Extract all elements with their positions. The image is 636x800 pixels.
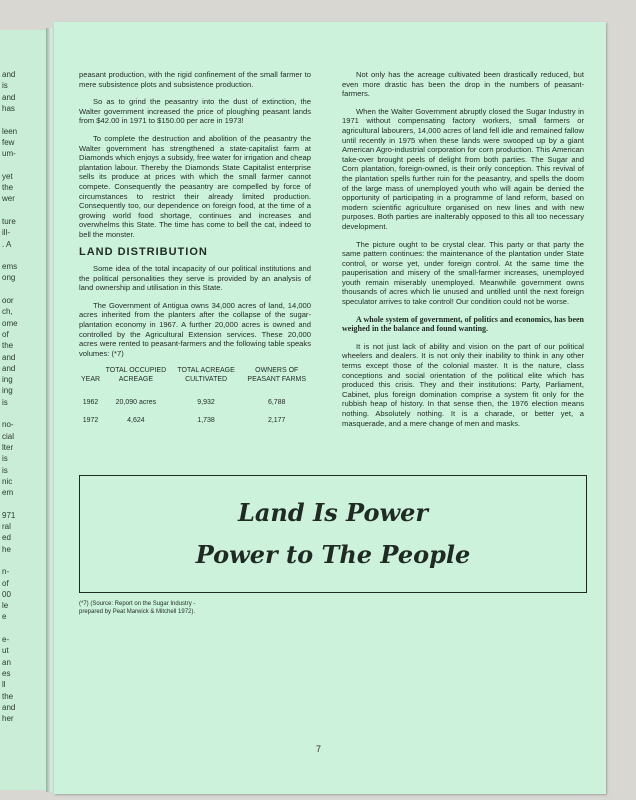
left-page-fragment: ong xyxy=(2,273,16,283)
left-page-fragment: cial xyxy=(2,431,15,441)
left-page-fragment: leen xyxy=(2,126,18,136)
paragraph: Not only has the acreage cultivated been drastically reduced, but even more drastic has been the drop in the numbers of peasant-farmers. xyxy=(342,70,584,99)
left-page-fragment: of xyxy=(2,329,9,339)
left-page-fragment: ing xyxy=(2,375,13,385)
left-page-fragment: e- xyxy=(2,635,10,644)
left-page-fragment: and xyxy=(2,363,16,373)
table-cell: 1,738 xyxy=(197,417,215,425)
left-page-fragment: oor xyxy=(2,296,14,305)
left-page-fragment: 971 xyxy=(2,510,16,520)
left-page-fragment: ch, xyxy=(2,307,13,317)
left-page-fragment: ill- xyxy=(2,228,10,238)
left-page-fragment: le xyxy=(2,601,9,611)
left-page-fragment: em xyxy=(2,488,14,498)
left-page-fragment: wer xyxy=(2,194,15,204)
paragraph: To complete the destruction and abolition of the peasantry the Walter government has strengthened a state-capitalist farm at Diamonds which enjoys a subsidy, free water for irrigation and cheap plantation labour. Thereby the Diamonds State Capitalist enterprise sells its produce at prices with which the small farmer cannot compete. Consequently the peasantry are compelled by force of circumstances to restrict their already limited production. Consequently too, our dependence on foreign food, at the time of a growing world food shortage, continues and increases and overwhelms this State. The time has come to bell the cat, indeed to bell the monster. xyxy=(79,133,311,239)
page-fold xyxy=(46,28,54,792)
page-number: 7 xyxy=(316,744,322,754)
left-page-fragment: is xyxy=(2,465,8,475)
left-page-fragment: the xyxy=(2,183,14,192)
left-page-edge xyxy=(0,30,47,790)
left-page-fragment: ture xyxy=(2,216,16,226)
left-page-fragment: no- xyxy=(2,420,14,430)
paragraph: peasant production, with the rigid confinement of the small farmer to mere subsistence plots and subsistence production. xyxy=(79,70,311,89)
table-row xyxy=(79,412,311,430)
table-cell: 2,177 xyxy=(267,417,286,425)
paragraph: So as to grind the peasantry into the dust of extinction, the Walter government increased the price of ploughing peasant lands from $42.00 in 1971 to $150.00 per acre in 1973! xyxy=(79,97,311,126)
left-page-fragment: the xyxy=(2,691,14,701)
left-page-fragment: ome xyxy=(2,318,18,328)
document-page xyxy=(54,22,606,794)
left-page-fragment: ems xyxy=(2,262,18,272)
table-header: OWNERS OF PEASANT FARMS xyxy=(247,367,307,384)
left-page-fragment: ing xyxy=(2,386,13,396)
left-page-fragment: he xyxy=(2,544,11,554)
section-heading: LAND DISTRIBUTION xyxy=(79,245,208,258)
left-page-fragment: has xyxy=(2,103,15,113)
left-page-fragment: an xyxy=(2,657,11,667)
left-page-fragment: n- xyxy=(2,567,10,577)
left-page-fragment: and xyxy=(2,92,16,102)
table-cell: 20,090 acres xyxy=(115,399,157,407)
left-page-fragment: ll xyxy=(2,680,6,690)
left-page-fragment: ral xyxy=(2,522,11,531)
table-cell: 1972 xyxy=(82,417,99,425)
table-cell: 9,932 xyxy=(197,399,215,407)
right-column xyxy=(342,70,584,436)
left-page-fragment: the xyxy=(2,341,14,351)
left-column xyxy=(79,70,311,430)
left-page-fragment: yet xyxy=(2,171,13,181)
paragraph: Some idea of the total incapacity of our political institutions and the political personalities they serve is provided by an analysis of land ownership and utilisation in this State. xyxy=(79,264,311,293)
table-header: TOTAL OCCUPIED ACREAGE xyxy=(105,367,167,384)
table-cell: 1962 xyxy=(82,399,99,407)
left-page-fragment: of xyxy=(2,578,9,588)
land-table xyxy=(79,366,311,429)
left-page-fragment: um- xyxy=(2,149,16,159)
left-page-fragment: is xyxy=(2,81,8,91)
left-page-fragment: and xyxy=(2,352,16,362)
left-page-fragment: . A xyxy=(2,239,12,249)
table-header: TOTAL ACREAGE CULTIVATED xyxy=(177,367,235,384)
left-page-fragment: and xyxy=(2,702,16,712)
emphasis-paragraph: A whole system of government, of politics and economics, has been weighed in the balance and found wanting. xyxy=(342,314,584,334)
footnote-line: (*7) (Source: Report on the Sugar Industry - xyxy=(79,601,196,607)
table-header: YEAR xyxy=(81,376,101,384)
left-page-fragment: is xyxy=(2,454,8,464)
slogan-line: Power to The People xyxy=(195,540,471,569)
footnote-line: prepared by Peat Marwick & Mitchell 1972). xyxy=(79,609,196,615)
table-cell: 6,788 xyxy=(267,399,286,407)
slogan-line: Land Is Power xyxy=(237,498,429,527)
footnote xyxy=(79,600,195,616)
left-page-fragment: lter xyxy=(2,442,14,452)
left-page-fragment: and xyxy=(2,70,16,79)
left-page-fragment: es xyxy=(2,668,11,678)
left-page-fragment: ut xyxy=(2,646,9,656)
paragraph: It is not just lack of ability and vision on the part of our political wheelers and dealers. It is not only their inability to think in any other terms except those of the colonial master. It is the nature, class conceptions and social orientation of the political elite which has produced this crisis. They and their institutions: Party, Parliament, Cabinet, plus foreign domination comprise a system fit only for the rubbish heap of history. In that sense then, the 1976 election means nothing. Absolutely nothing. It is a charade, or better yet, a masquerade, and a mere change of men and masks. xyxy=(342,341,584,428)
paragraph: The Government of Antigua owns 34,000 acres of land, 14,000 acres inherited from the planters after the collapse of the sugar-plantation economy in 1967. A further 20,000 acres is owned and controlled by the Agricultural Extension services. These 20,000 acres were rented to peasant-farmers and the following table speaks volumes: (*7) xyxy=(79,300,311,358)
paragraph: The picture ought to be crystal clear. This party or that party the same pattern continues: the maintenance of the plantation under State control, or worse yet, under foreign control. At the same time the pauperisation and misery of the small-farmer increases, unemployed youth remain miserably unemployed. Meanwhile government owns thousands of acres which lie unused and untilled until the next foreign speculator arrives to take control! Our condition could not be worse. xyxy=(342,239,584,307)
left-page-fragment: 00 xyxy=(2,589,11,599)
table-cell: 4,624 xyxy=(127,417,145,425)
left-page-fragment: ed xyxy=(2,533,11,543)
left-page-fragment: is xyxy=(2,397,8,407)
left-page-fragment: her xyxy=(2,714,14,724)
left-page-fragment: e xyxy=(2,612,7,622)
paragraph: When the Walter Government abruptly closed the Sugar Industry in 1971 without compensating factory workers, small farmers or agricultural labourers, 14,000 acres of land fell idle and remained fallow until recently in 1975 when these lands were swooped up by a giant American Agro-industrial corporation for corn production. This American take-over brought peels of delight from both parties. The Sugar and Corn plantation, foreign-owned, is their only conception. This revival of the plantation spells further ruin for the peasantry, and spells the doom of the large mass of unemployed youth who will again be denied the opportunity of participating in a programme of land reform, based on modern scientific agriculture organised on new lines and with new purposes. Both parties are inalterably opposed to this all too necessary development. xyxy=(342,106,584,231)
table-row xyxy=(79,394,311,412)
left-page-fragment: few xyxy=(2,137,15,147)
left-page-fragment: nic xyxy=(2,476,13,486)
slogan-box xyxy=(79,475,587,593)
